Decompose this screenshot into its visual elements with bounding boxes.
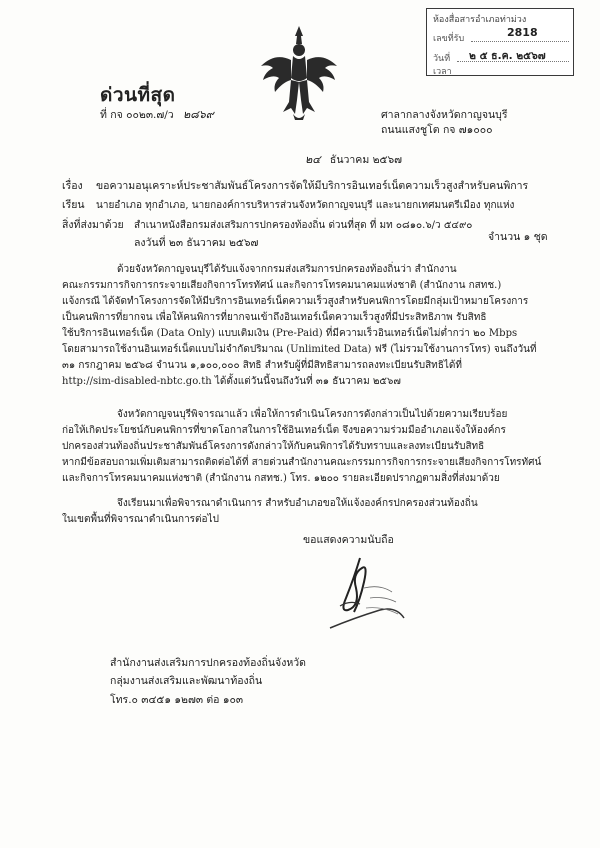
body-line: จึงเรียนมาเพื่อพิจารณาดำเนินการ สำหรับอำเภอขอให้แจ้งองค์กรปกครองส่วนท้องถิ่น xyxy=(117,498,478,509)
body-line: คณะกรรมการกิจการกระจายเสียงกิจการโทรทัศน์ และกิจการโทรคมนาคมแห่งชาติ (สำนักงาน กสทช.) xyxy=(62,280,502,291)
stamp-number-line xyxy=(471,41,569,42)
stamp-time-label: เวลา xyxy=(433,67,452,77)
body-line: และกิจการโทรคมนาคมแห่งชาติ (สำนักงาน กสทช.) โทร. ๑๒๐๐ รายละเอียดปรากฏตามสิ่งที่ส่งมาด้วย xyxy=(62,473,500,484)
footer-group: กลุ่มงานส่งเสริมและพัฒนาท้องถิ่น xyxy=(110,675,263,687)
to-label: เรียน xyxy=(62,199,85,211)
body-line: ด้วยจังหวัดกาญจนบุรีได้รับแจ้งจากกรมส่งเสริมการปกครองท้องถิ่นว่า สำนักงาน xyxy=(117,264,457,275)
stamp-title: ห้องสื่อสารอำเภอท่าม่วง xyxy=(433,15,527,25)
sender-address: ถนนแสงชูโต กจ ๗๑๐๐๐ xyxy=(381,124,493,136)
subject-row xyxy=(62,180,83,193)
body-line: โดยสามารถใช้งานอินเทอร์เน็ตแบบไม่จำกัดปริมาณ (Unlimited Data) ฟรี (ไม่รวมใช้งานการโทร) จนถึงวันที่ xyxy=(62,344,537,355)
garuda-emblem-icon xyxy=(253,22,345,126)
sender-office: ศาลากลางจังหวัดกาญจนบุรี xyxy=(381,109,508,121)
date-text: ธันวาคม ๒๕๖๗ xyxy=(329,154,403,166)
reference-prefix: ที่ กจ ๐๐๒๓.๗/ว xyxy=(100,109,174,121)
signature-mark xyxy=(300,548,420,656)
receipt-stamp xyxy=(426,8,574,76)
body-line: จังหวัดกาญจนบุรีพิจารณาแล้ว เพื่อให้การดำเนินโครงการดังกล่าวเป็นไปด้วยความเรียบร้อย xyxy=(117,409,508,420)
stamp-number-value: 2818 xyxy=(507,26,538,39)
attachment-date: ลงวันที่ ๒๓ ธันวาคม ๒๕๖๗ xyxy=(134,237,259,249)
body-line: ก่อให้เกิดประโยชน์กับคนพิการที่ขาดโอกาสในการใช้อินเทอร์เน็ต จึงขอความร่วมมืออำเภอแจ้งให้องค์กร xyxy=(62,425,506,436)
attachment-quantity: จำนวน ๑ ชุด xyxy=(488,231,548,243)
attachment-text: สำเนาหนังสือกรมส่งเสริมการปกครองท้องถิ่น ด่วนที่สุด ที่ มท ๐๘๑๐.๖/ว ๕๔๙๐ xyxy=(134,220,473,231)
body-line: ๓๑ กรกฎาคม ๒๕๖๘ จำนวน ๑,๑๐๐,๐๐๐ สิทธิ สำหรับผู้ที่มีสิทธิสามารถลงทะเบียนรับสิทธิได้ที่ xyxy=(62,360,462,371)
subject-label: เรื่อง xyxy=(62,180,83,192)
body-line: ใช้บริการอินเทอร์เน็ต (Data Only) แบบเติมเงิน (Pre-Paid) ที่มีความเร็วอินเทอร์เน็ตไม่ต่ำกว่า ๒๐ Mbps xyxy=(62,328,518,339)
footer-office: สำนักงานส่งเสริมการปกครองท้องถิ่นจังหวัด xyxy=(110,657,306,669)
stamp-date-label: วันที่ xyxy=(433,54,451,64)
attachment-label: สิ่งที่ส่งมาด้วย xyxy=(62,219,124,231)
footer-phone: โทร.๐ ๓๔๕๑ ๑๒๗๓ ต่อ ๑๐๓ xyxy=(110,694,244,706)
urgency-stamp: ด่วนที่สุด xyxy=(100,84,176,106)
body-line: เป็นคนพิการที่ยากจน เพื่อให้คนพิการที่ยากจนเข้าถึงอินเทอร์เน็ตความเร็วสูงที่มีประสิทธิภาพ รับสิทธิ xyxy=(62,312,487,323)
letter-date xyxy=(305,153,402,167)
body-line: ปกครองส่วนท้องถิ่นประชาสัมพันธ์โครงการดังกล่าวให้กับคนพิการได้รับทราบและลงทะเบียนรับสิทธิ xyxy=(62,441,485,452)
date-handwritten: ๒๔ xyxy=(305,153,321,166)
body-paragraph-1 xyxy=(62,262,537,390)
closing: ขอแสดงความนับถือ xyxy=(303,534,394,546)
body-line: http://sim-disabled-nbtc.go.th ได้ตั้งแต่วันนี้จนถึงวันที่ ๓๑ ธันวาคม ๒๕๖๗ xyxy=(62,376,401,387)
reference-number xyxy=(100,108,214,122)
stamp-date-value: ๒ ๕ ธ.ค. ๒๕๖๗ xyxy=(469,50,546,62)
body-paragraph-3 xyxy=(62,496,478,528)
reference-handwritten: ๒๘๖๙ xyxy=(183,108,214,121)
body-line: แจ้งกรณี ได้จัดทำโครงการจัดให้มีบริการอินเทอร์เน็ตความเร็วสูงสำหรับคนพิการโดยมีกลุ่มเป้าหมายโครงการ xyxy=(62,296,529,307)
stamp-number-label: เลขที่รับ xyxy=(433,34,465,44)
body-line: ในเขตพื้นที่พิจารณาดำเนินการต่อไป xyxy=(62,514,219,525)
body-line: หากมีข้อสอบถามเพิ่มเติมสามารถติดต่อได้ที่ สายด่วนสำนักงานคณะกรรมการกิจการกระจายเสียงกิจการโทรทัศน์ xyxy=(62,457,542,468)
to-text: นายอำเภอ ทุกอำเภอ, นายกองค์การบริหารส่วนจังหวัดกาญจนบุรี และนายกเทศมนตรีเมือง ทุกแห่ง xyxy=(96,200,515,211)
body-paragraph-2 xyxy=(62,407,541,487)
subject-text: ขอความอนุเคราะห์ประชาสัมพันธ์โครงการจัดให้มีบริการอินเทอร์เน็ตความเร็วสูงสำหรับคนพิการ xyxy=(96,180,529,192)
